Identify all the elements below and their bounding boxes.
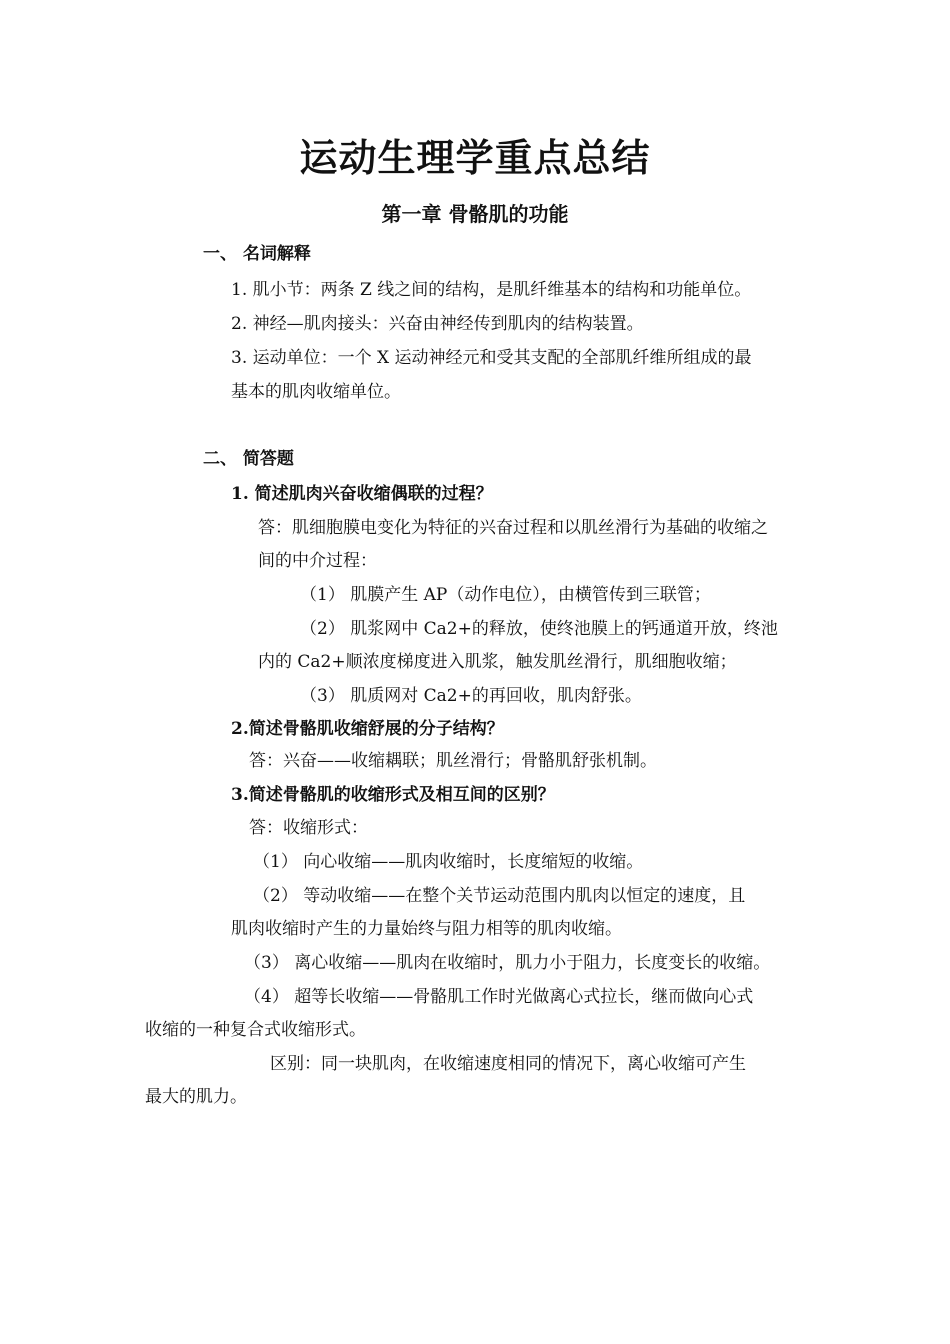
question-1: 1. 简述肌肉兴奋收缩偶联的过程？ (231, 484, 493, 504)
answer-3-type-2-cont: 肌肉收缩时产生的力量始终与阻力相等的肌肉收缩。 (231, 919, 622, 939)
question-2: 2.简述骨骼肌收缩舒展的分子结构？ (231, 719, 504, 739)
answer-3-type-4: （4） 超等长收缩——骨骼肌工作时光做离心式拉长，继而做向心式 (244, 987, 754, 1007)
answer-1-step-3: （3） 肌质网对 Ca2+的再回收，肌肉舒张。 (300, 686, 642, 706)
term-item-1: 1. 肌小节：两条 Z 线之间的结构，是肌纤维基本的结构和功能单位。 (231, 280, 752, 300)
chapter-heading: 第一章 骨骼肌的功能 (381, 202, 569, 226)
answer-3-difference-cont: 最大的肌力。 (145, 1087, 247, 1107)
answer-1-line-1: 答：肌细胞膜电变化为特征的兴奋过程和以肌丝滑行为基础的收缩之 (258, 518, 768, 538)
answer-3-line-1: 答：收缩形式： (249, 818, 368, 838)
document-title: 运动生理学重点总结 (299, 136, 651, 180)
answer-2: 答：兴奋——收缩耦联；肌丝滑行；骨骼肌舒张机制。 (249, 751, 657, 771)
question-3: 3.简述骨骼肌的收缩形式及相互间的区别？ (231, 785, 555, 805)
section-heading-short-answer: 二、 简答题 (203, 449, 294, 469)
answer-3-difference: 区别：同一块肌肉，在收缩速度相同的情况下，离心收缩可产生 (270, 1054, 746, 1074)
answer-3-type-3: （3） 离心收缩——肌肉在收缩时，肌力小于阻力，长度变长的收缩。 (244, 953, 771, 973)
term-item-2: 2. 神经—肌肉接头：兴奋由神经传到肌肉的结构装置。 (231, 314, 644, 334)
answer-1-step-1: （1） 肌膜产生 AP（动作电位），由横管传到三联管； (300, 585, 711, 605)
answer-3-type-2: （2） 等动收缩——在整个关节运动范围内肌肉以恒定的速度，且 (253, 886, 746, 906)
answer-1-step-2: （2） 肌浆网中 Ca2+的释放，使终池膜上的钙通道开放，终池 (300, 619, 778, 639)
term-item-3: 3. 运动单位：一个 X 运动神经元和受其支配的全部肌纤维所组成的最 (231, 348, 752, 368)
section-heading-terms: 一、 名词解释 (203, 244, 311, 264)
answer-3-type-4-cont: 收缩的一种复合式收缩形式。 (145, 1020, 366, 1040)
term-item-3-cont: 基本的肌肉收缩单位。 (231, 382, 401, 402)
answer-1-line-2: 间的中介过程： (258, 551, 377, 571)
answer-1-step-2-cont: 内的 Ca2+顺浓度梯度进入肌浆，触发肌丝滑行，肌细胞收缩； (258, 652, 737, 672)
answer-3-type-1: （1） 向心收缩——肌肉收缩时，长度缩短的收缩。 (253, 852, 644, 872)
